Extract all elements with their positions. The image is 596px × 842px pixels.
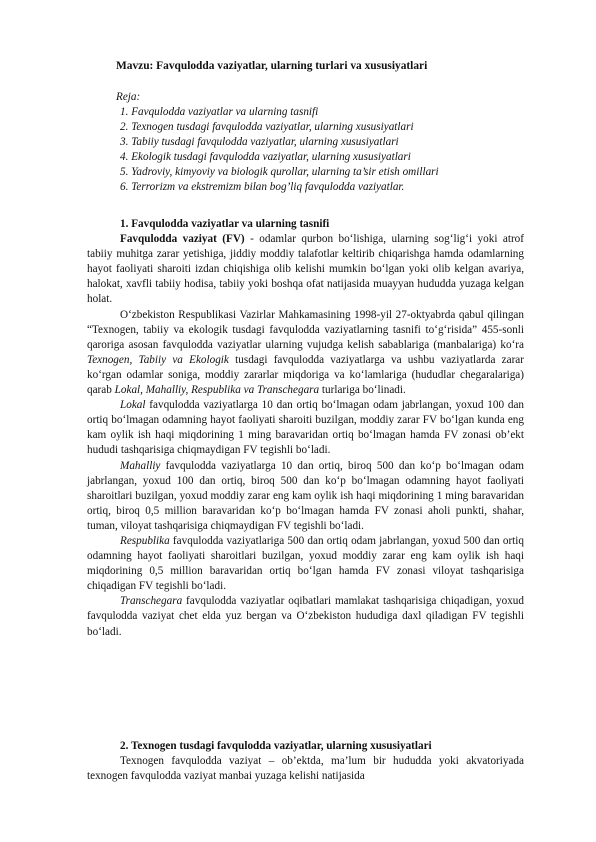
section-1 xyxy=(87,217,524,640)
section-2-heading: 2. Texnogen tusdagi favqulodda vaziyatlar, ularning xususiyatlari xyxy=(120,740,432,752)
plan-item: 1. Favqulodda vaziyatlar va ularning tasnifi xyxy=(120,106,319,118)
plan-list xyxy=(120,105,439,196)
plan-item: 2. Texnogen tusdagi favqulodda vaziyatlar, ularning xususiyatlari xyxy=(120,121,414,134)
section-1-heading: 1. Favqulodda vaziyatlar va ularning tasnifi xyxy=(120,218,330,230)
classification-paragraph xyxy=(87,308,524,399)
lokal-paragraph xyxy=(87,398,524,458)
plan-label: Reja: xyxy=(116,91,141,103)
transchegara-term: Transchegara xyxy=(120,595,183,608)
section-2 xyxy=(87,739,524,784)
classification-text-a: O‘zbekiston Respublikasi Vazirlar Mahkamasining 1998-yil 27-oktyabrda qabul qilingan “Texnogen, tabiiy va ekologik tusdagi favqulodda vaziyatlarning tasnifi to‘g‘risida” 455-sonli qaroriga asosan favqulodda vaziyatlar ularning vujudga kelish sabablariga (manbalariga) ko‘ra xyxy=(87,308,524,351)
plan-item: 4. Ekologik tusdagi favqulodda vaziyatlar, ularning xususiyatlari xyxy=(120,151,411,164)
fv-definition-paragraph xyxy=(87,232,524,307)
classification-types: Texnogen, Tabiiy va Ekologik xyxy=(87,353,229,366)
respublika-paragraph xyxy=(87,534,524,594)
classification-text-c: turlariga bo‘linadi. xyxy=(321,384,406,397)
respublika-text: favqulodda vaziyatlariga 500 dan ortiq odam jabrlangan, yoxud 500 dan ortiq odamning hayot faoliyati sharoitlari buzilgan, yoxud moddiy zarar eng kam oylik ish haqi miqdorining 0,5 million baravaridan ortiq bo‘lgan hamda FV zonasi viloyat tashqarisiga chiqadigan FV tegishli bo‘ladi. xyxy=(87,534,524,593)
mahalliy-text: favqulodda vaziyatlarga 10 dan ortiq, biroq 500 dan ko‘p bo‘lmagan odam jabrlangan, yoxud 100 dan ortiq, biroq 500 dan ko‘p bo‘lmagan odamning hayot faoliyati sharoitlari buzilgan, yoxud moddiy zarar eng kam oylik ish haqi miqdorining 1 ming baravaridan ortiq, biroq 0,5 million baravaridan ko‘p bo‘lmagan hamda FV zonasi aholi punkti, shahar, tuman, viloyat tashqarisiga chiqmaydigan FV tegishli bo‘ladi. xyxy=(87,459,525,532)
transchegara-paragraph xyxy=(87,594,524,639)
classification-text-b: tusdagi favqulodda vaziyatlarga va ushbu vaziyatlarda zarar ko‘rgan odamlar soniga, moddiy zararlar miqdoriga va ko‘lamlariga (hududlar chegaralariga) qarab xyxy=(87,353,524,397)
mahalliy-term: Mahalliy xyxy=(120,459,161,472)
fv-term: Favqulodda vaziyat (FV) xyxy=(120,233,245,246)
plan-item: 6. Terrorizm va ekstremizm bilan bog’liq favqulodda vaziyatlar. xyxy=(120,181,405,194)
respublika-term: Respublika xyxy=(120,534,170,547)
plan-item: 5. Yadroviy, kimyoviy va biologik qurollar, ularning ta’sir etish omillari xyxy=(120,166,439,179)
transchegara-text: favqulodda vaziyatlar oqibatlari mamlakat tashqarisiga chiqadigan, yoxud favqulodda vaziyat chet elda yuz bergan va O‘zbekiston hududiga daxl qiladigan FV tegishli bo‘ladi. xyxy=(87,595,524,638)
plan-item: 3. Tabiiy tusdagi favqulodda vaziyatlar, ularning xususiyatlari xyxy=(120,136,399,149)
texnogen-paragraph: Texnogen favqulodda vaziyat – ob’ektda, ma’lum bir hududda yoki akvatoriyada texnogen favqulodda vaziyat manbai yuzaga kelishi natijasida xyxy=(87,755,524,783)
lokal-term: Lokal xyxy=(120,399,146,412)
mahalliy-paragraph xyxy=(87,459,524,534)
page-title: Mavzu: Favqulodda vaziyatlar, ularning turlari va xususiyatlari xyxy=(116,60,428,72)
classification-scales: Lokal, Mahalliy, Respublika va Transchegara xyxy=(114,384,320,397)
lokal-text: favqulodda vaziyatlarga 10 dan ortiq bo‘lmagan odam jabrlangan, yoxud 100 dan ortiq bo‘lmagan odamning hayot faoliyati sharoiti buzilgan, moddiy zarar FV bo‘lgan kunda eng kam oylik ish haqi miqdorining 1 ming baravaridan ortiq bo‘lmagan hamda FV zonasi ob’ekt hududi tashqarisiga chiqmaydigan FV tegishli bo‘ladi. xyxy=(87,399,525,457)
fv-definition-text: - odamlar qurbon bo‘lishiga, ularning sog‘lig‘i yoki atrof tabiiy muhitga zarar yetishiga, jiddiy moddiy talafotlar keltirib chiqarishga hamda odamlarning hayot faoliyati sharoiti izdan chiqishiga olib kelishi mumkin bo‘lgan yoki olib kelgan avariya, halokat, xavfli tabiiy hodisa, tabiiy yoki boshqa ofat natijasida muayyan hududda yuzaga kelgan holat. xyxy=(87,233,525,306)
